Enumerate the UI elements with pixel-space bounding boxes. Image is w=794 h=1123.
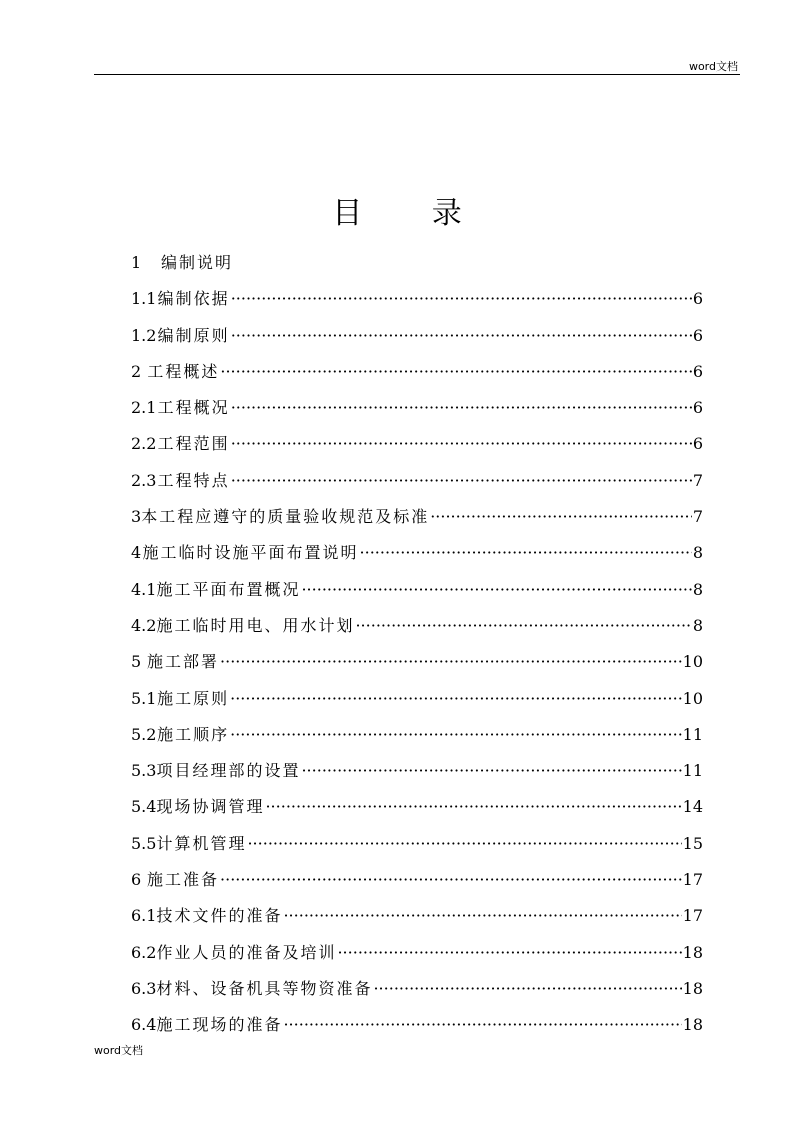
toc-entry-page: 6 — [692, 434, 703, 454]
toc-entry[interactable] — [131, 608, 703, 644]
toc-entry-page: 8 — [692, 579, 703, 599]
toc-entry-text: 施工现场的准备 — [156, 1015, 283, 1035]
toc-leader-dots — [231, 463, 692, 499]
table-of-contents — [131, 245, 703, 1044]
toc-entry-text: 施工顺序 — [157, 724, 230, 744]
toc-leader-dots — [230, 681, 682, 717]
toc-entry-page: 17 — [682, 870, 703, 890]
header-label: word文档 — [688, 60, 738, 73]
toc-entry-number: 5.5 — [131, 833, 157, 853]
toc-entry-text: 技术文件的准备 — [156, 906, 283, 926]
header-rule — [94, 74, 740, 75]
toc-leader-dots — [430, 499, 692, 535]
toc-entry[interactable] — [131, 971, 703, 1007]
toc-entry-page: 18 — [682, 942, 703, 962]
toc-entry-text: 施工部署 — [147, 652, 220, 672]
toc-entry-number: 4 — [131, 543, 142, 563]
toc-leader-dots — [373, 971, 681, 1007]
toc-entry[interactable] — [131, 318, 703, 354]
toc-entry-number: 2.1 — [131, 398, 157, 418]
toc-entry-number: 1 — [131, 253, 142, 272]
toc-entry-text: 项目经理部的设置 — [156, 761, 301, 781]
toc-entry-number: 2.2 — [131, 434, 157, 454]
toc-leader-dots — [283, 1007, 681, 1043]
toc-entry[interactable] — [131, 753, 703, 789]
toc-leader-dots — [360, 535, 692, 571]
toc-entry[interactable] — [131, 390, 703, 426]
toc-entry-number: 2 — [131, 361, 142, 381]
toc-entry-page: 7 — [692, 470, 703, 490]
toc-entry-number: 2.3 — [131, 470, 157, 490]
toc-entry-number: 5.3 — [131, 761, 157, 781]
toc-leader-dots — [231, 318, 692, 354]
toc-entry-number: 1.2 — [131, 325, 157, 345]
toc-entry-number: 6.2 — [131, 942, 157, 962]
toc-entry[interactable] — [131, 898, 703, 934]
toc-entry[interactable] — [131, 572, 703, 608]
toc-entry-text: 施工临时用电、用水计划 — [156, 615, 355, 635]
toc-entry-text: 编制原则 — [157, 325, 230, 345]
toc-entry-text: 编制说明 — [161, 253, 234, 272]
toc-entry-page: 6 — [692, 325, 703, 345]
toc-entry-page: 6 — [692, 398, 703, 418]
toc-entry-text: 工程特点 — [157, 470, 230, 490]
toc-entry-page: 14 — [682, 797, 703, 817]
toc-entry[interactable] — [131, 644, 703, 680]
toc-entry-text: 工程概况 — [157, 398, 230, 418]
toc-entry-number: 4.1 — [131, 579, 157, 599]
toc-entry-text: 现场协调管理 — [156, 797, 265, 817]
toc-entry-number: 3 — [131, 507, 142, 527]
toc-entry[interactable] — [131, 354, 703, 390]
toc-entry-page: 18 — [682, 1015, 703, 1035]
toc-entry-page: 17 — [682, 906, 703, 926]
toc-leader-dots — [231, 390, 692, 426]
toc-entry-number: 4.2 — [131, 615, 157, 635]
toc-leader-dots — [220, 644, 682, 680]
toc-entry-page: 10 — [682, 652, 703, 672]
toc-entry-number: 5.1 — [131, 688, 157, 708]
toc-entry-page: 18 — [682, 978, 703, 998]
toc-entry-page: 6 — [692, 361, 703, 381]
toc-entry-text: 编制依据 — [157, 289, 230, 309]
toc-entry-number: 5.2 — [131, 724, 157, 744]
toc-entry-page: 8 — [692, 543, 703, 563]
toc-entry[interactable] — [131, 862, 703, 898]
toc-leader-dots — [220, 862, 682, 898]
toc-entry-page: 8 — [692, 615, 703, 635]
toc-leader-dots — [301, 572, 691, 608]
footer-label: word文档 — [94, 1044, 144, 1057]
toc-leader-dots — [355, 608, 691, 644]
toc-entry-number: 5 — [131, 652, 142, 672]
toc-leader-dots — [231, 281, 692, 317]
toc-entry[interactable] — [131, 281, 703, 317]
toc-entry-text: 本工程应遵守的质量验收规范及标准 — [141, 507, 430, 527]
toc-entry-text: 作业人员的准备及培训 — [156, 942, 337, 962]
toc-entry[interactable] — [131, 681, 703, 717]
toc-entry[interactable] — [131, 789, 703, 825]
toc-entry-text: 工程范围 — [157, 434, 230, 454]
toc-entry-text: 施工平面布置概况 — [156, 579, 301, 599]
toc-entry[interactable] — [131, 935, 703, 971]
toc-entry-text: 计算机管理 — [156, 833, 247, 853]
toc-entry-number: 6.4 — [131, 1015, 157, 1035]
toc-entry-text: 施工准备 — [147, 870, 220, 890]
toc-entry-number: 6 — [131, 870, 142, 890]
toc-entry-page: 15 — [682, 833, 703, 853]
toc-leader-dots — [220, 354, 691, 390]
toc-entry[interactable] — [131, 463, 703, 499]
toc-entry-number: 1.1 — [131, 289, 157, 309]
toc-entry[interactable] — [131, 499, 703, 535]
toc-entry-number: 6.3 — [131, 978, 157, 998]
toc-entry[interactable] — [131, 717, 703, 753]
toc-entry-text: 施工原则 — [157, 688, 230, 708]
toc-leader-dots — [301, 753, 681, 789]
toc-leader-dots — [230, 717, 682, 753]
toc-entry-text: 施工临时设施平面布置说明 — [142, 543, 359, 563]
toc-entry-page: 7 — [692, 507, 703, 527]
toc-entry-number: 5.4 — [131, 797, 157, 817]
toc-entry[interactable] — [131, 426, 703, 462]
toc-leader-dots — [283, 898, 681, 934]
toc-entry-page: 11 — [682, 724, 703, 744]
toc-entry-page: 10 — [682, 688, 703, 708]
toc-title: 目 录 — [332, 196, 492, 231]
toc-entry-text: 材料、设备机具等物资准备 — [156, 978, 373, 998]
toc-entry-text: 工程概述 — [147, 361, 220, 381]
toc-entry-page: 6 — [692, 289, 703, 309]
toc-entry-number: 6.1 — [131, 906, 157, 926]
toc-leader-dots — [265, 789, 681, 825]
toc-entry[interactable] — [131, 245, 703, 281]
toc-leader-dots — [337, 935, 681, 971]
toc-leader-dots — [231, 426, 692, 462]
toc-leader-dots — [247, 826, 681, 862]
toc-entry[interactable] — [131, 535, 703, 571]
toc-entry-page: 11 — [682, 761, 703, 781]
toc-entry[interactable] — [131, 1007, 703, 1043]
toc-entry[interactable] — [131, 826, 703, 862]
